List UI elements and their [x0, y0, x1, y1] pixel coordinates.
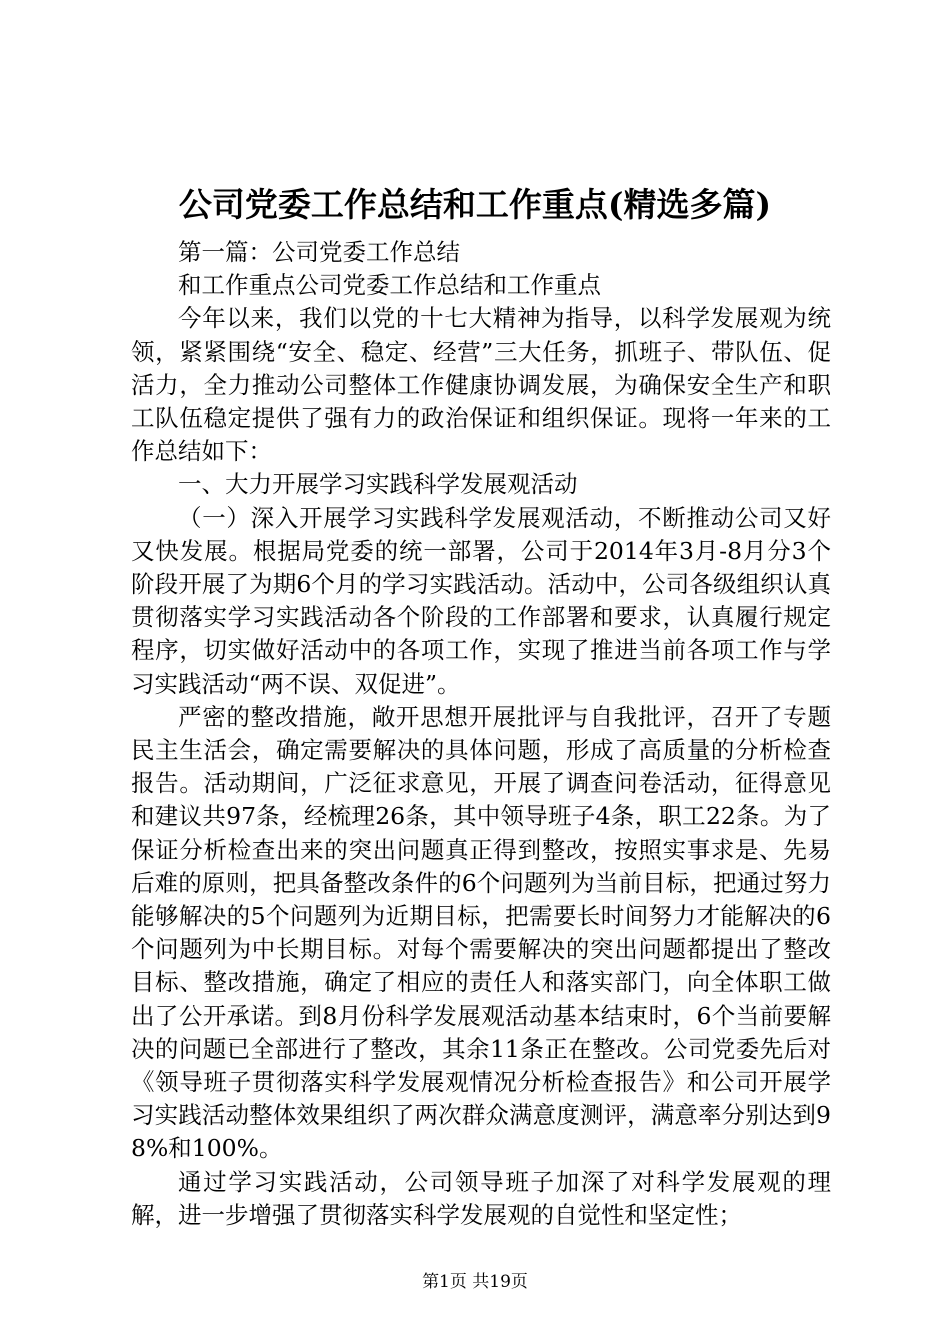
- section-subheading: 和工作重点公司党委工作总结和工作重点: [178, 271, 601, 300]
- paragraph-intro: 今年以来，我们以党的十七大精神为指导，以科学发展观为统领，紧紧围绕“安全、稳定、经营”三大任务，抓班子、带队伍、促活力，全力推动公司整体工作健康协调发展，为确保安全生产和职工队伍稳定提供了强有力的政治保证和组织保证。现将一年来的工作总结如下：: [131, 304, 831, 466]
- section-heading-1: 一、大力开展学习实践科学发展观活动: [178, 470, 578, 499]
- section-heading: 第一篇：公司党委工作总结: [178, 238, 460, 266]
- paragraph-rectification: 严密的整改措施，敞开思想开展批评与自我批评，召开了专题民主生活会，确定需要解决的具体问题，形成了高质量的分析检查报告。活动期间，广泛征求意见，开展了调查问卷活动，征得意见和建议共97条，经梳理26条，其中领导班子4条，职工22条。为了保证分析检查出来的突出问题真正得到整改，按照实事求是、先易后难的原则，把具备整改条件的6个问题列为当前目标，把通过努力能够解决的5个问题列为近期目标，把需要长时间努力才能解决的6个问题列为中长期目标。对每个需要解决的突出问题都提出了整改目标、整改措施，确定了相应的责任人和落实部门，向全体职工做出了公开承诺。到8月份科学发展观活动基本结束时，6个当前要解决的问题已全部进行了整改，其余11条正在整改。公司党委先后对《领导班子贯彻落实科学发展观情况分析检查报告》和公司开展学习实践活动整体效果组织了两次群众满意度测评，满意率分别达到98%和100%。: [131, 702, 831, 1163]
- document-title: 公司党委工作总结和工作重点(精选多篇): [178, 185, 772, 224]
- paragraph-results: 通过学习实践活动，公司领导班子加深了对科学发展观的理解，进一步增强了贯彻落实科学发展观的自觉性和坚定性；: [131, 1167, 831, 1229]
- document-body: [131, 236, 831, 1232]
- paragraph-activity: （一）深入开展学习实践科学发展观活动，不断推动公司又好又快发展。根据局党委的统一部署，公司于2014年3月-8月分3个阶段开展了为期6个月的学习实践活动。活动中，公司各级组织认真贯彻落实学习实践活动各个阶段的工作部署和要求，认真履行规定程序，切实做好活动中的各项工作，实现了推进当前各项工作与学习实践活动“两不误、双促进”。: [131, 503, 831, 698]
- page-footer: 第1页 共19页: [422, 1272, 528, 1292]
